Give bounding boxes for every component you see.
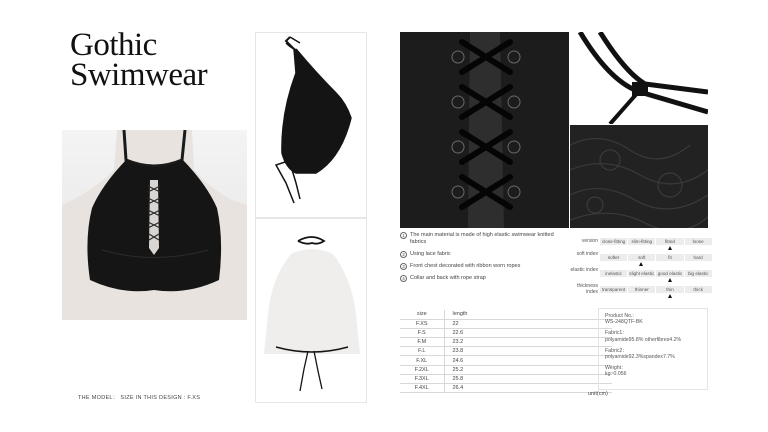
scale-label: soft index: [576, 251, 598, 257]
scale-option: good elastic: [657, 271, 683, 276]
scale-option: inelastic: [600, 270, 627, 277]
size-cell: F.4XL: [400, 384, 444, 393]
table-row: [400, 356, 612, 365]
size-cell: F.3XL: [400, 374, 444, 383]
size-cell: F.2XL: [400, 365, 444, 374]
scale-marker-icon: [668, 278, 672, 282]
scale-marker-icon: [668, 246, 672, 250]
feature-text: Front chest decorated with ribbon worn ropes: [410, 263, 521, 269]
product-no-label: Product No.:: [605, 313, 634, 319]
length-cell: 22.6: [444, 328, 612, 337]
scale-option: hard: [685, 254, 712, 261]
fabric2-label: Fabric2：: [605, 347, 628, 354]
product-info-box: [598, 308, 708, 390]
scale-option: fitted: [656, 238, 683, 245]
fabric1-label: Fabric1：: [605, 330, 628, 337]
model-front-photo: [62, 130, 247, 320]
lace-fabric-detail-photo: [570, 125, 708, 228]
length-cell: 23.2: [444, 338, 612, 347]
fabric-texture-illustration: [570, 125, 708, 228]
table-row: [400, 328, 612, 337]
feature-item: [400, 251, 560, 258]
length-cell: 23.8: [444, 347, 612, 356]
title-line-1: Gothic: [70, 27, 157, 63]
table-row: [400, 384, 612, 393]
size-cell: F.XS: [400, 319, 444, 328]
feature-number: 2: [400, 251, 407, 258]
size-cell: F.S: [400, 328, 444, 337]
feature-text: Collar and back with rope strap: [410, 275, 486, 281]
weight-label: Weight：: [605, 365, 627, 372]
table-header-row: [400, 310, 612, 319]
feature-number: 4: [400, 275, 407, 282]
weight-value: kg~0.056: [605, 371, 627, 378]
property-scales: [570, 232, 710, 298]
feature-number: 1: [400, 232, 407, 239]
strap-knot-detail-photo: [570, 32, 708, 124]
back-view-photo: [255, 218, 367, 403]
scale-option: soft: [628, 254, 655, 261]
feature-number: 3: [400, 263, 407, 270]
scale-marker-icon: [639, 262, 643, 266]
scale-option: thick: [685, 286, 712, 293]
back-garment-illustration: [256, 219, 368, 404]
side-view-photo: [255, 32, 367, 218]
scale-label: version: [581, 238, 598, 244]
column-header-length: length: [444, 310, 612, 319]
side-garment-illustration: [256, 33, 368, 219]
feature-item: [400, 263, 560, 270]
product-no-value: WS-248QTF-BK: [605, 319, 643, 326]
scale-thickness-index: [570, 284, 710, 300]
fabric2-value: polyamide92.3%spandex7.7%: [605, 354, 675, 361]
scale-option: loose: [685, 238, 712, 245]
size-cell: F.M: [400, 338, 444, 347]
strap-detail-illustration: [570, 32, 708, 124]
feature-text: Using lace fabric: [410, 251, 451, 257]
scale-option: transparent: [601, 287, 626, 292]
scale-option: fit: [656, 254, 683, 261]
scale-option: thinner: [628, 286, 655, 293]
length-cell: 25.2: [444, 365, 612, 374]
size-cell: F.L: [400, 347, 444, 356]
length-cell: 25.8: [444, 374, 612, 383]
column-header-size: size: [400, 310, 444, 319]
feature-text: The main material is made of high elastic swimwear knitted fabrics: [410, 232, 554, 245]
scale-option: close-fitting: [601, 239, 626, 244]
scale-soft-index: [570, 252, 710, 268]
scale-option: big elastic: [685, 270, 712, 277]
table-row: [400, 319, 612, 328]
size-table: [400, 310, 612, 393]
scale-option: slim-fitting: [628, 238, 655, 245]
length-cell: 24.6: [444, 356, 612, 365]
feature-list: [400, 232, 560, 302]
scale-option: slight elastic: [629, 271, 655, 276]
front-garment-illustration: [62, 130, 247, 320]
lace-up-detail-photo: [400, 32, 569, 228]
length-cell: 22: [444, 319, 612, 328]
model-size-note: THE MODEL： SIZE IN THIS DESIGN : F.XS: [78, 395, 201, 401]
scale-version: [570, 236, 710, 252]
table-row: [400, 338, 612, 347]
unit-label: unit(cm): [588, 391, 608, 397]
length-cell: 26.4: [444, 384, 612, 393]
title-line-2: Swimwear: [70, 57, 208, 93]
scale-marker-icon: [668, 294, 672, 298]
feature-item: [400, 232, 560, 246]
scale-label: thickness index: [577, 283, 598, 295]
scale-option: thin: [656, 286, 683, 293]
page-title: [70, 27, 250, 93]
scale-elastic-index: [570, 268, 710, 284]
scale-label: elastic index: [570, 267, 598, 273]
table-row: [400, 374, 612, 383]
lace-detail-illustration: [400, 32, 569, 228]
size-cell: F.XL: [400, 356, 444, 365]
fabric1-value: polyamide95.8% otherfibres4.2%: [605, 336, 682, 343]
table-row: [400, 365, 612, 374]
table-row: [400, 347, 612, 356]
feature-item: [400, 275, 560, 282]
scale-option: softer: [600, 254, 627, 261]
